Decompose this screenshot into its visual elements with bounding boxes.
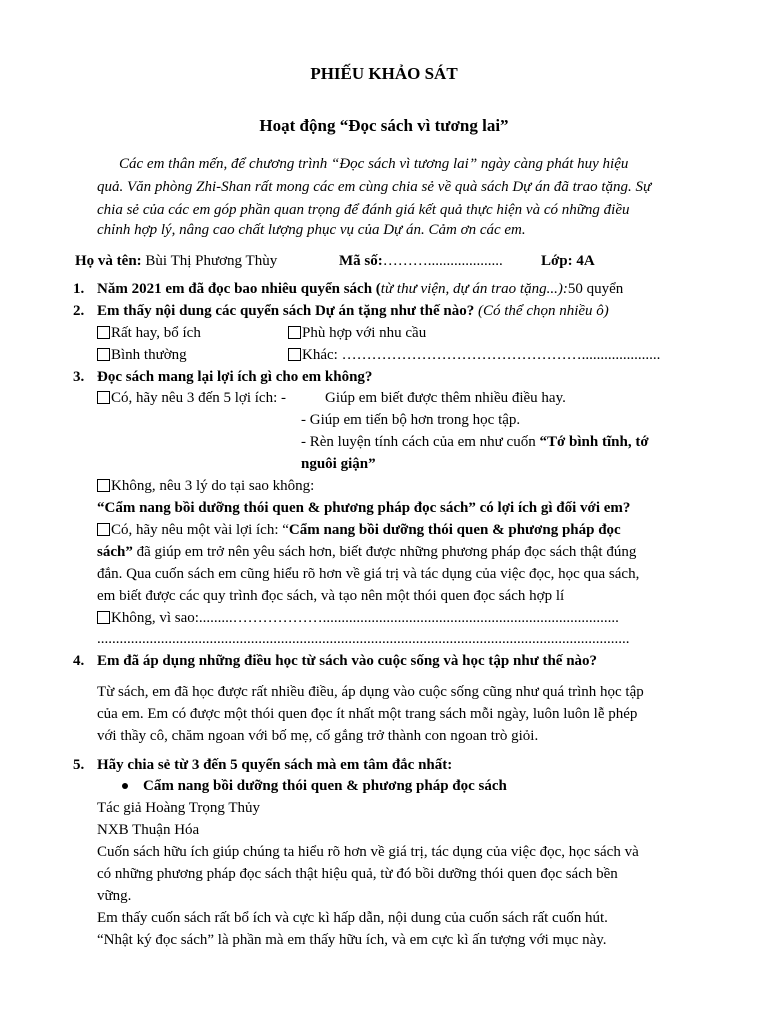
q5-book-title[interactable]: Cẩm nang bồi dưỡng thói quen & phương pháp đọc sách [143, 778, 507, 794]
q3-sub-no-answer-line[interactable]: .............................................................................................................................................. [97, 631, 630, 647]
q3-sub-yes-answer-line-1[interactable] [97, 541, 636, 563]
q2-option-1[interactable] [97, 322, 201, 344]
q2-option-label: Bình thường [111, 347, 187, 363]
q5-desc-line-4[interactable]: Em thấy cuốn sách rất bổ ích và cực kì hấp dẫn, nội dung của cuốn sách rất cuốn hút. [97, 910, 608, 926]
q3-text: Đọc sách mang lại lợi ích gì cho em không? [97, 369, 373, 385]
q3-sub-yes-text: đã giúp em trở nên yêu sách hơn, biết được những phương pháp đọc sách thật đúng [132, 544, 637, 560]
q3-sub-yes-answer-line-3[interactable]: em biết được các quy trình đọc sách, và tạo nên một thói quen đọc sách hợp lí [97, 588, 565, 604]
q3-sub-no-label: Không, vì sao:.........………………............................................................................... [111, 610, 619, 626]
q3-sub-no-option[interactable] [97, 607, 619, 629]
bullet-icon [122, 783, 128, 789]
student-id-row [339, 250, 503, 272]
student-name-row [75, 250, 277, 272]
q2-text: Em thấy nội dung các quyển sách Dự án tặng như thế nào? [97, 303, 475, 319]
q5-text: Hãy chia sẻ từ 3 đến 5 quyển sách mà em tâm đắc nhất: [97, 757, 453, 773]
checkbox[interactable] [288, 348, 301, 361]
q5-desc-line-5[interactable]: “Nhật ký đọc sách” là phần mà em thấy hữu ích, và em cực kì ấn tượng với mục này. [97, 932, 607, 948]
intro-line-3: chia sẻ của các em góp phần quan trọng để đánh giá kết quả thực hiện và có những điều [97, 202, 630, 218]
q3-yes-label: Có, hãy nêu 3 đến 5 lợi ích: - [111, 390, 286, 406]
q3-sub-question: “Cẩm nang bồi dưỡng thói quen & phương pháp đọc sách” có lợi ích gì đối với em? [97, 500, 631, 516]
q3-number: 3. [73, 369, 85, 385]
q2-option-2[interactable] [288, 322, 426, 344]
id-value[interactable]: ……….................... [382, 253, 503, 269]
q1-answer[interactable]: 50 quyển [567, 281, 624, 297]
q4-answer-line-3[interactable]: với thầy cô, chăm ngoan với bố mẹ, cố gắng trở thành con ngoan trò giỏi. [97, 728, 539, 744]
class-label: Lớp: 4A [541, 253, 595, 269]
q3-benefit-3[interactable] [301, 431, 649, 453]
intro-line-2: quả. Văn phòng Zhi-Shan rất mong các em cùng chia sẻ về quà sách Dự án đã trao tặng. Sự [97, 179, 652, 195]
q5-author[interactable]: Tác giả Hoàng Trọng Thủy [97, 800, 261, 816]
q2-option-label: Rất hay, bổ ích [111, 325, 201, 341]
q3-sub-yes-book: Cẩm nang bồi dưỡng thói quen & phương pháp đọc [288, 522, 621, 538]
q4-number: 4. [73, 653, 85, 669]
q4-answer-line-1[interactable]: Từ sách, em đã học được rất nhiều điều, áp dụng vào cuộc sống cũng như quá trình học tập [97, 684, 644, 700]
name-value[interactable]: Bùi Thị Phương Thùy [145, 253, 278, 269]
checkbox[interactable] [97, 479, 110, 492]
q1-text: Năm 2021 em đã đọc bao nhiêu quyển sách ( [97, 281, 381, 297]
q3-no-label: Không, nêu 3 lý do tại sao không: [111, 478, 315, 494]
q5-desc-line-1[interactable]: Cuốn sách hữu ích giúp chúng ta hiểu rõ hơn về giá trị, tác dụng của việc đọc, học sách và [97, 844, 639, 860]
q3-benefit-2[interactable]: - Giúp em tiến bộ hơn trong học tập. [301, 412, 521, 428]
q5-publisher[interactable]: NXB Thuận Hóa [97, 822, 200, 838]
q1-row [97, 278, 623, 300]
q5-desc-line-2[interactable]: có những phương pháp đọc sách thật hiệu quả, từ đó bồi dưỡng thói quen đọc sách bền [97, 866, 618, 882]
q3-no-option[interactable] [97, 475, 314, 497]
q5-number: 5. [73, 757, 85, 773]
q1-number: 1. [73, 281, 85, 297]
q5-desc-line-3[interactable]: vững. [97, 888, 132, 904]
q3-sub-yes-book-cont: sách” [97, 544, 133, 560]
q3-sub-yes-answer-line-2[interactable]: đắn. Qua cuốn sách em cũng hiểu rõ hơn về giá trị và tác dụng của việc đọc, học qua sách, [97, 566, 640, 582]
q3-yes-option[interactable] [97, 387, 286, 409]
q4-text: Em đã áp dụng những điều học từ sách vào cuộc sống và học tập như thế nào? [97, 653, 598, 669]
q3-benefit-1[interactable]: Giúp em biết được thêm nhiều điều hay. [325, 390, 566, 406]
checkbox[interactable] [97, 326, 110, 339]
page-subtitle: Hoạt động “Đọc sách vì tương lai” [259, 116, 509, 135]
intro-line-1: Các em thân mến, để chương trình “Đọc sách vì tương lai” ngày càng phát huy hiệu [119, 156, 629, 172]
q1-hint: từ thư viện, dự án trao tặng...): [380, 281, 568, 297]
q2-hint: (Có thể chọn nhiều ô) [478, 303, 609, 319]
q2-option-4[interactable] [288, 344, 660, 366]
checkbox[interactable] [97, 523, 110, 536]
q3-benefit-3-book: “Tớ bình tĩnh, tớ [539, 434, 649, 450]
name-label: Họ và tên: [75, 253, 142, 269]
q2-option-3[interactable] [97, 344, 187, 366]
checkbox[interactable] [97, 348, 110, 361]
q4-answer-line-2[interactable]: của em. Em có được một thói quen đọc ít nhất một trang sách mỗi ngày, luôn luôn lễ phép [97, 706, 638, 722]
q2-number: 2. [73, 303, 85, 319]
checkbox[interactable] [97, 611, 110, 624]
q2-row [97, 300, 609, 322]
page-title: PHIẾU KHẢO SÁT [310, 64, 458, 83]
id-label: Mã số: [339, 253, 383, 269]
intro-line-4: chỉnh hợp lý, nâng cao chất lượng phục vụ của Dự án. Cảm ơn các em. [97, 222, 526, 238]
q2-option-label: Khác: …………………………………………..................... [302, 347, 661, 363]
q3-sub-yes-label: Có, hãy nêu một vài lợi ích: “ [111, 522, 289, 538]
q3-benefit-3-text: - Rèn luyện tính cách của em như cuốn [301, 434, 540, 450]
q2-option-label: Phù hợp với nhu cầu [302, 325, 427, 341]
q3-benefit-3-book-cont: nguôi giận” [301, 456, 376, 472]
checkbox[interactable] [288, 326, 301, 339]
q3-sub-yes-option[interactable] [97, 519, 621, 541]
checkbox[interactable] [97, 391, 110, 404]
